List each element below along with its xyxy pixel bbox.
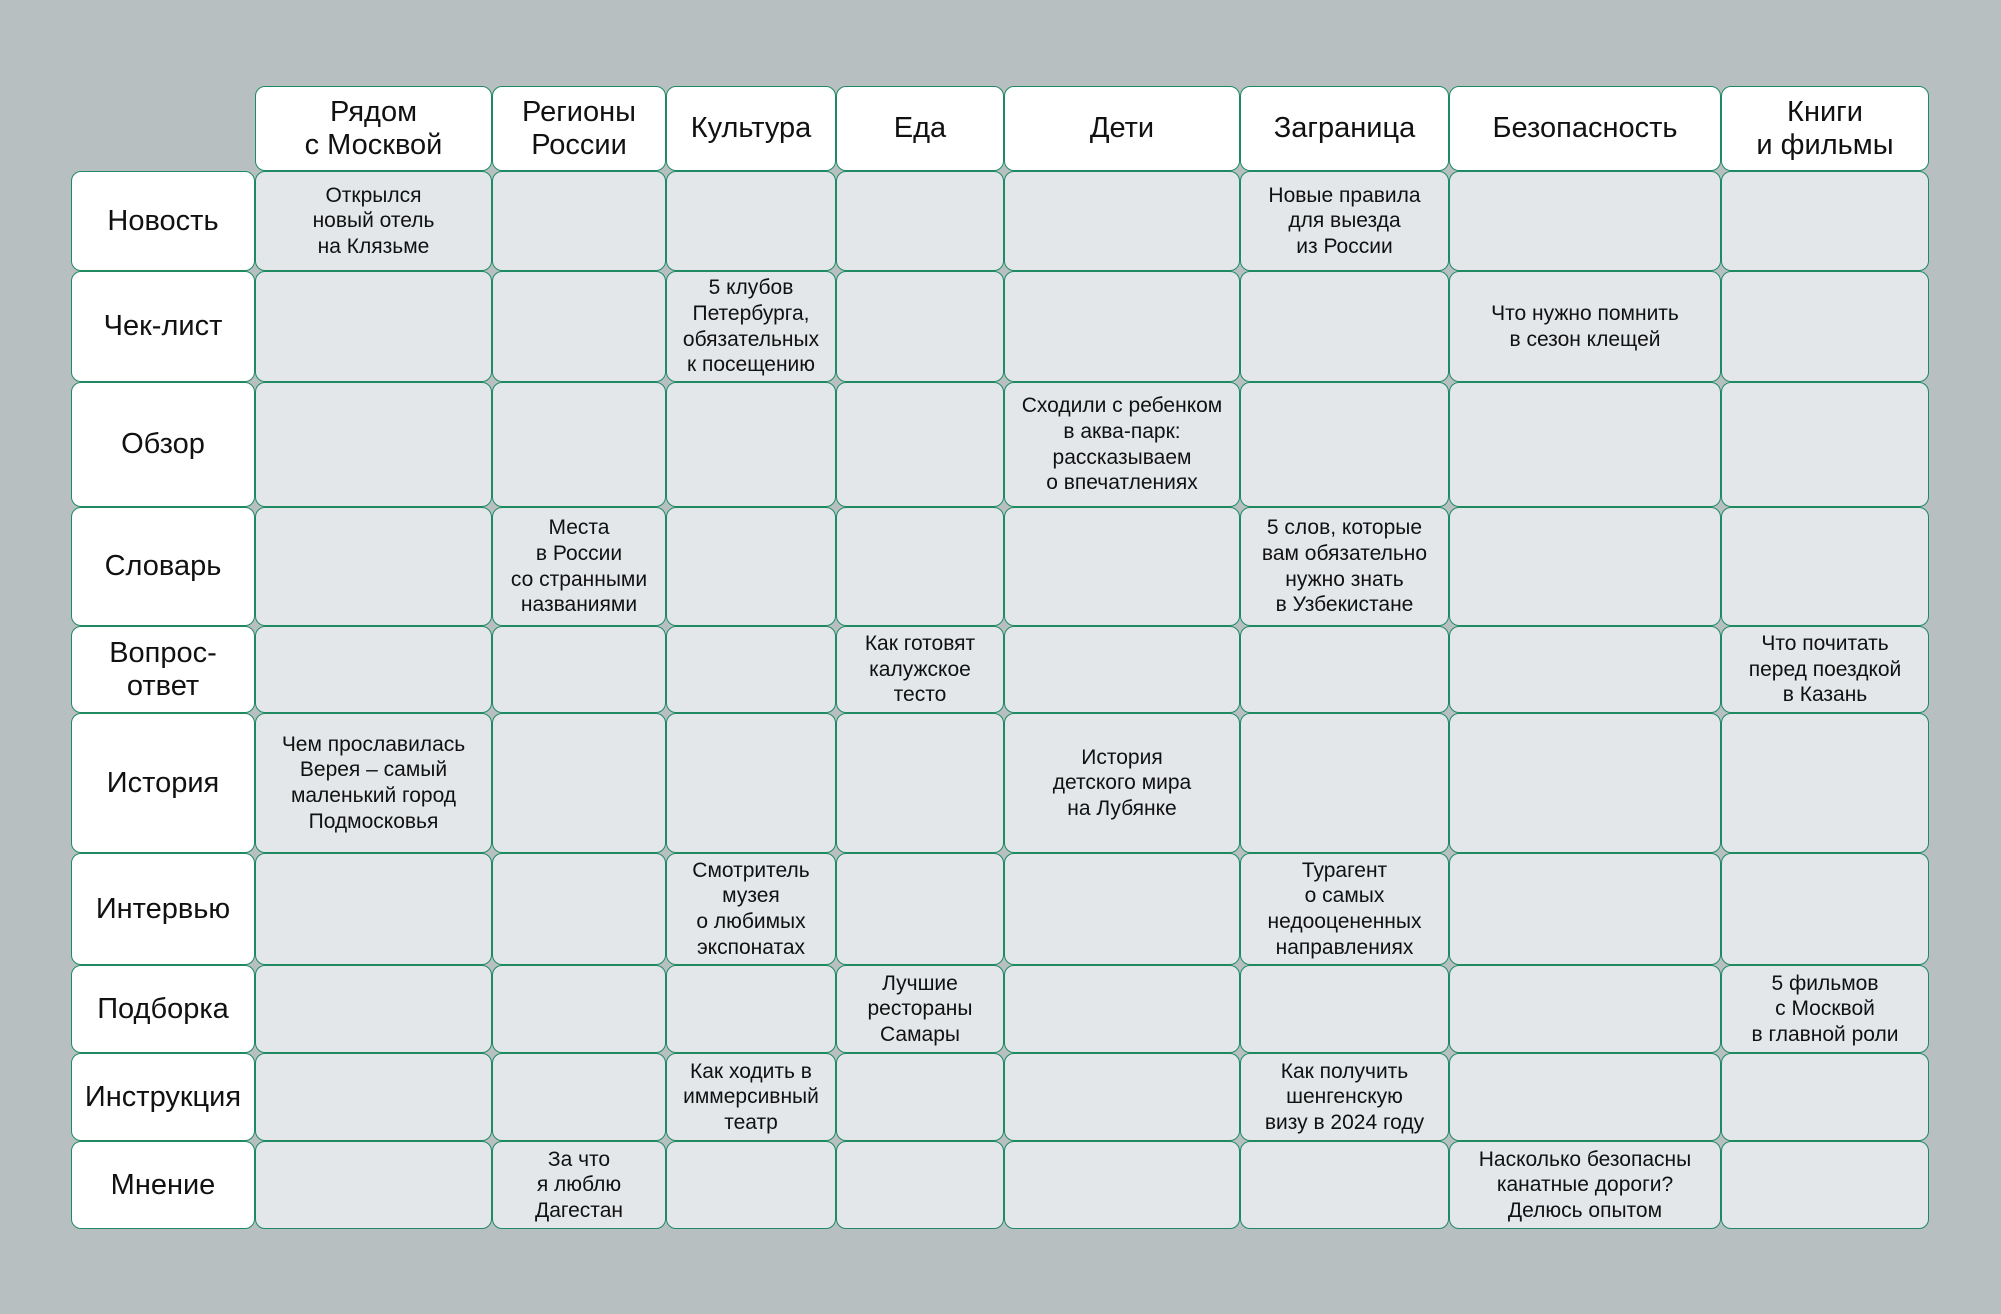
matrix-cell — [1240, 382, 1449, 507]
matrix-cell — [1449, 382, 1721, 507]
row-header: Новость — [71, 171, 255, 271]
matrix-cell — [1004, 507, 1240, 626]
matrix-cell — [1004, 171, 1240, 271]
matrix-cell — [1721, 507, 1929, 626]
matrix-cell — [492, 171, 666, 271]
matrix-cell: Места в России со странными названиями — [492, 507, 666, 626]
matrix-cell — [1004, 965, 1240, 1053]
column-header: Безопасность — [1449, 86, 1721, 171]
matrix-cell: 5 слов, которые вам обязательно нужно знать в Узбекистане — [1240, 507, 1449, 626]
matrix-cell — [1721, 713, 1929, 853]
matrix-cell — [255, 1141, 492, 1229]
row-header: Инструкция — [71, 1053, 255, 1141]
row-header: История — [71, 713, 255, 853]
matrix-cell — [1004, 1141, 1240, 1229]
column-header: Еда — [836, 86, 1004, 171]
matrix-cell — [1449, 507, 1721, 626]
matrix-cell — [1721, 1141, 1929, 1229]
matrix-cell — [1449, 713, 1721, 853]
matrix-cell — [1004, 626, 1240, 713]
matrix-cell — [492, 965, 666, 1053]
matrix-cell: Сходили с ребенком в аква-парк: рассказываем о впечатлениях — [1004, 382, 1240, 507]
matrix-cell — [1721, 853, 1929, 965]
matrix-cell — [492, 271, 666, 382]
matrix-cell: Что нужно помнить в сезон клещей — [1449, 271, 1721, 382]
matrix-cell — [1240, 713, 1449, 853]
row-header: Интервью — [71, 853, 255, 965]
matrix-cell: Турагент о самых недооцененных направлениях — [1240, 853, 1449, 965]
matrix-cell — [666, 965, 836, 1053]
matrix-cell — [836, 853, 1004, 965]
matrix-cell: Что почитать перед поездкой в Казань — [1721, 626, 1929, 713]
matrix-cell: Как получить шенгенскую визу в 2024 году — [1240, 1053, 1449, 1141]
row-header: Подборка — [71, 965, 255, 1053]
matrix-cell — [666, 1141, 836, 1229]
row-header: Вопрос- ответ — [71, 626, 255, 713]
matrix-cell — [836, 382, 1004, 507]
row-header: Словарь — [71, 507, 255, 626]
matrix-cell — [1721, 382, 1929, 507]
matrix-cell — [836, 713, 1004, 853]
matrix-cell — [836, 1141, 1004, 1229]
matrix-cell — [666, 171, 836, 271]
matrix-cell: Смотритель музея о любимых экспонатах — [666, 853, 836, 965]
matrix-cell — [666, 713, 836, 853]
matrix-cell — [1240, 626, 1449, 713]
matrix-cell — [255, 382, 492, 507]
matrix-cell — [255, 271, 492, 382]
matrix-cell: Как ходить в иммерсивный театр — [666, 1053, 836, 1141]
matrix-cell — [1004, 853, 1240, 965]
column-header: Культура — [666, 86, 836, 171]
row-header: Чек-лист — [71, 271, 255, 382]
matrix-cell — [836, 271, 1004, 382]
matrix-cell — [666, 507, 836, 626]
matrix-cell: Насколько безопасны канатные дороги? Делюсь опытом — [1449, 1141, 1721, 1229]
matrix-cell — [836, 1053, 1004, 1141]
column-header: Заграница — [1240, 86, 1449, 171]
matrix-cell — [666, 626, 836, 713]
matrix-cell: История детского мира на Лубянке — [1004, 713, 1240, 853]
column-header: Рядом с Москвой — [255, 86, 492, 171]
matrix-cell: Чем прославилась Верея – самый маленький город Подмосковья — [255, 713, 492, 853]
matrix-cell: 5 фильмов с Москвой в главной роли — [1721, 965, 1929, 1053]
matrix-cell — [492, 1053, 666, 1141]
matrix-cell — [1449, 1053, 1721, 1141]
matrix-cell — [255, 853, 492, 965]
column-header: Дети — [1004, 86, 1240, 171]
matrix-cell — [1449, 171, 1721, 271]
matrix-cell — [1004, 1053, 1240, 1141]
matrix-cell — [836, 507, 1004, 626]
matrix-cell — [492, 853, 666, 965]
column-header: Книги и фильмы — [1721, 86, 1929, 171]
column-header: Регионы России — [492, 86, 666, 171]
matrix-cell — [1449, 626, 1721, 713]
matrix-cell: Как готовят калужское тесто — [836, 626, 1004, 713]
matrix-cell — [1240, 965, 1449, 1053]
matrix-cell — [255, 626, 492, 713]
matrix-cell — [1721, 1053, 1929, 1141]
matrix-cell — [1721, 171, 1929, 271]
matrix-cell — [492, 713, 666, 853]
matrix-cell: За что я люблю Дагестан — [492, 1141, 666, 1229]
matrix-cell — [1240, 1141, 1449, 1229]
matrix-cell — [255, 1053, 492, 1141]
matrix-cell — [255, 507, 492, 626]
matrix-cell — [666, 382, 836, 507]
matrix-cell — [255, 965, 492, 1053]
matrix-cell — [492, 626, 666, 713]
matrix-cell: Лучшие рестораны Самары — [836, 965, 1004, 1053]
matrix-cell — [1449, 965, 1721, 1053]
matrix-cell — [1449, 853, 1721, 965]
matrix-cell — [1240, 271, 1449, 382]
matrix-cell: Новые правила для выезда из России — [1240, 171, 1449, 271]
matrix-cell — [836, 171, 1004, 271]
matrix-cell: Открылся новый отель на Клязьме — [255, 171, 492, 271]
matrix-cell — [492, 382, 666, 507]
matrix-cell: 5 клубов Петербурга, обязательных к посещению — [666, 271, 836, 382]
matrix-cell — [1004, 271, 1240, 382]
row-header: Мнение — [71, 1141, 255, 1229]
matrix-cell — [1721, 271, 1929, 382]
row-header: Обзор — [71, 382, 255, 507]
